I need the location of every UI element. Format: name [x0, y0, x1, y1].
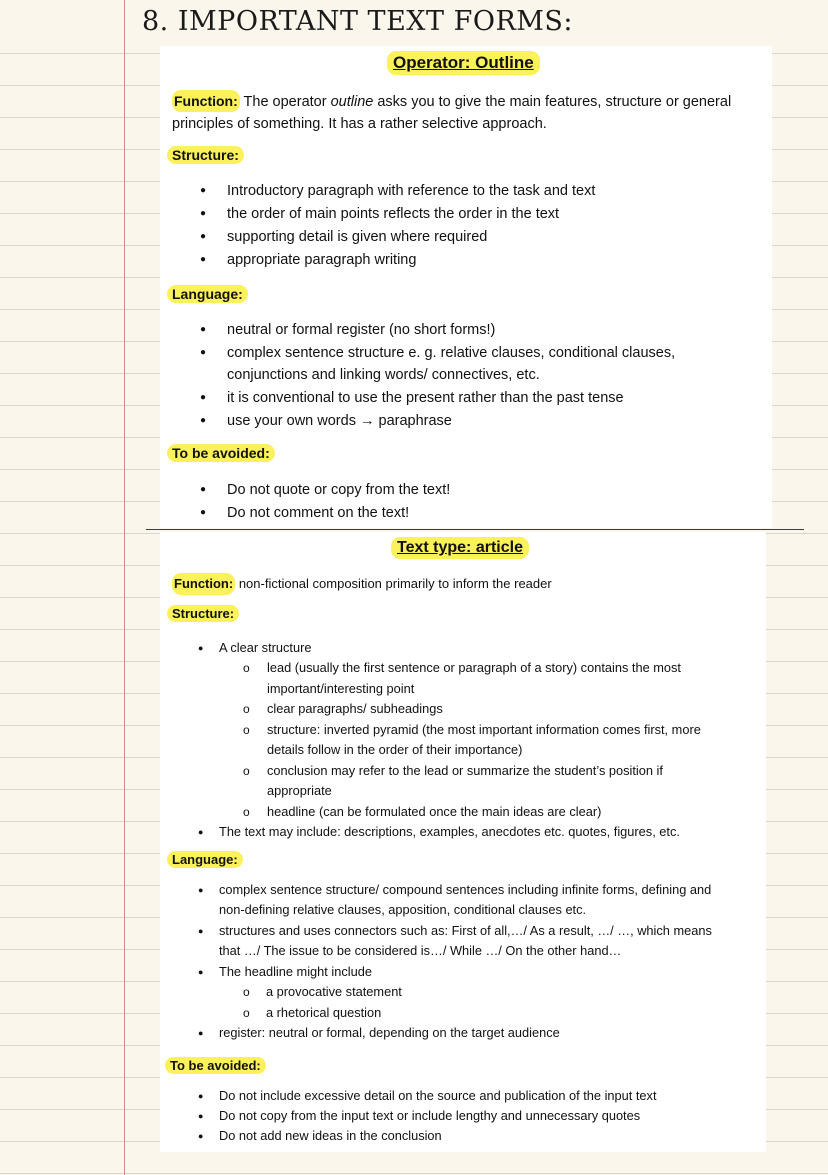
page-heading: 8. IMPORTANT TEXT FORMS: [142, 6, 574, 37]
outline-function-emphasis: outline [330, 94, 374, 110]
list-item: ● Do not add new ideas in the conclusion [198, 1126, 728, 1146]
list-item: ● supporting detail is given where required [200, 226, 740, 248]
list-item: ● Do not comment on the text! [200, 502, 740, 524]
section-divider [146, 529, 804, 530]
article-headline-sublist [219, 982, 728, 1023]
outline-function-text-1: The operator [239, 94, 331, 110]
article-structure-label: Structure: [167, 605, 239, 622]
outline-structure-label: Structure: [167, 146, 244, 164]
article-structure-sublist [219, 658, 728, 822]
list-item [198, 638, 728, 822]
outline-structure-list [200, 180, 740, 271]
outline-function-label: Function: [172, 90, 240, 112]
list-item [198, 962, 728, 1023]
list-item: ● neutral or formal register (no short forms!) [200, 319, 700, 341]
article-language-list [198, 880, 728, 1043]
article-structure-list [198, 638, 728, 842]
list-item: ● use your own words → paraphrase [200, 410, 700, 432]
outline-function [172, 90, 768, 135]
sub-list-item: o lead (usually the first sentence or paragraph of a story) contains the most important/interesting point [219, 658, 728, 699]
notebook-margin-line [124, 0, 125, 1175]
list-item: ● Do not quote or copy from the text! [200, 479, 740, 501]
list-item: ● complex sentence structure/ compound sentences including infinite forms, defining and non-defining relative clauses, apposition, conditional clauses etc. [198, 880, 728, 920]
article-title: Text type: article [391, 537, 529, 559]
article-avoid-list [198, 1086, 728, 1146]
list-item: ● The text may include: descriptions, examples, anecdotes etc. quotes, figures, etc. [198, 822, 728, 842]
sub-list-item: o a provocative statement [219, 982, 728, 1003]
outline-title: Operator: Outline [387, 51, 540, 75]
outline-language-label: Language: [167, 285, 248, 303]
list-item: ● complex sentence structure e. g. relative clauses, conditional clauses, conjunctions and linking words/ connectives, etc. [200, 342, 700, 386]
sub-list-item: o headline (can be formulated once the main ideas are clear) [219, 802, 728, 823]
list-item: ● Do not include excessive detail on the source and publication of the input text [198, 1086, 728, 1106]
list-item: ● the order of main points reflects the order in the text [200, 203, 740, 225]
article-language-label: Language: [167, 851, 243, 868]
outline-function-text-2: asks you to give the main features, structure or general principles of something. It has a rather selective approach. [172, 94, 732, 132]
outline-avoid-list [200, 479, 740, 524]
article-avoid-label: To be avoided: [165, 1057, 266, 1074]
sub-list-item: o structure: inverted pyramid (the most important information comes first, more details follow in the order of their importance) [219, 720, 728, 761]
list-item: ● structures and uses connectors such as: First of all,…/ As a result, …/ …, which means that …/ The issue to be considered is…/ While …/ On the other hand… [198, 921, 728, 961]
article-structure-main: A clear structure [219, 640, 312, 655]
outline-language-list [200, 319, 700, 432]
sub-list-item: o a rhetorical question [219, 1003, 728, 1024]
list-item: ● register: neutral or formal, depending on the target audience [198, 1023, 728, 1043]
article-function [172, 573, 768, 595]
article-function-text: non-fictional composition primarily to inform the reader [235, 576, 552, 591]
article-headline-item: The headline might include [219, 964, 372, 979]
sub-list-item: o conclusion may refer to the lead or summarize the student’s position if appropriate [219, 761, 728, 802]
list-item: ● Do not copy from the input text or include lengthy and unnecessary quotes [198, 1106, 728, 1126]
list-item: ● appropriate paragraph writing [200, 249, 740, 271]
article-function-label: Function: [172, 573, 235, 595]
list-item: ● Introductory paragraph with reference to the task and text [200, 180, 740, 202]
outline-avoid-label: To be avoided: [167, 444, 275, 462]
sub-list-item: o clear paragraphs/ subheadings [219, 699, 728, 720]
list-item: ● it is conventional to use the present rather than the past tense [200, 387, 700, 409]
